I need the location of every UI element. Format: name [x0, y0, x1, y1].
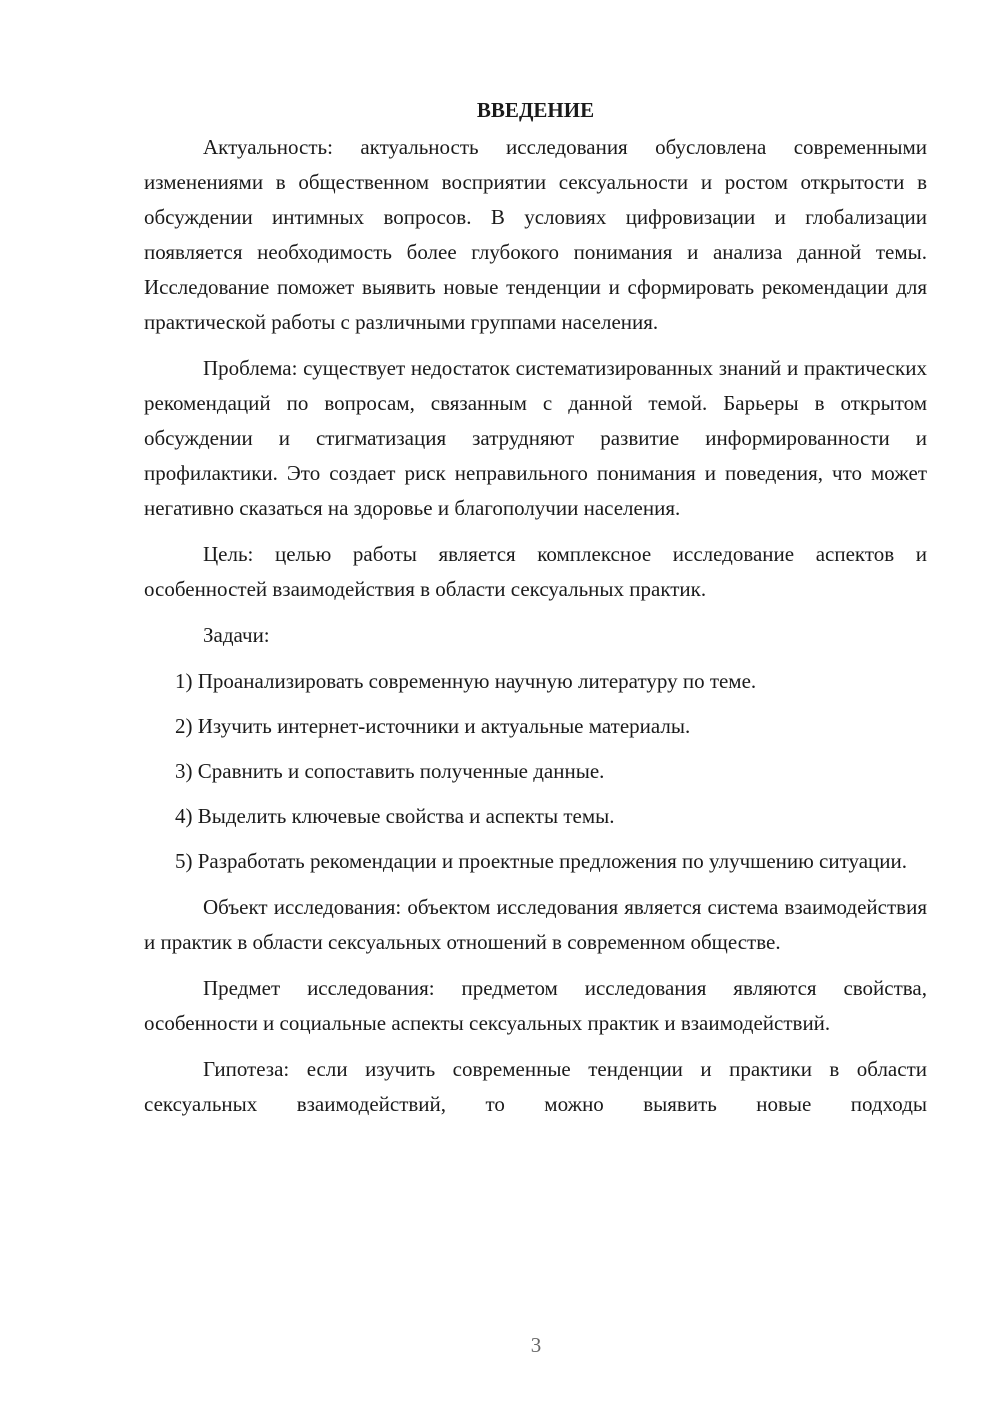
task-item: 2) Изучить интернет-источники и актуальные материалы.: [175, 714, 691, 738]
hypothesis-paragraph: Гипотеза: если изучить современные тенденции и практики в области сексуальных взаимодействий, то можно выявить новые подходы: [144, 1057, 927, 1116]
tasks-label: Задачи:: [203, 623, 270, 647]
task-item: 4) Выделить ключевые свойства и аспекты темы.: [175, 804, 615, 828]
problem-paragraph: Проблема: существует недостаток систематизированных знаний и практических рекомендаций по вопросам, связанным с данной темой. Барьеры в открытом обсуждении и стигматизация затрудняют развитие информированности и профилактики. Это создает риск неправильного понимания и поведения, что может негативно сказаться на здоровье и благополучии населения.: [144, 356, 927, 520]
subject-paragraph: Предмет исследования: предметом исследования являются свойства, особенности и социальные аспекты сексуальных практик и взаимодействий.: [144, 976, 927, 1035]
relevance-paragraph: Актуальность: актуальность исследования обусловлена современными изменениями в общественном восприятии сексуальности и ростом открытости в обсуждении интимных вопросов. В условиях цифровизации и глобализации появляется необходимость более глубокого понимания и анализа данной темы. Исследование поможет выявить новые тенденции и сформировать рекомендации для практической работы с различными группами населения.: [144, 135, 927, 334]
task-item: 1) Проанализировать современную научную литературу по теме.: [175, 669, 757, 693]
page-number: 3: [530, 1333, 542, 1357]
goal-paragraph: Цель: целью работы является комплексное исследование аспектов и особенностей взаимодействия в области сексуальных практик.: [144, 542, 927, 601]
object-paragraph: Объект исследования: объектом исследования является система взаимодействия и практик в области сексуальных отношений в современном обществе.: [144, 895, 927, 954]
task-item: 5) Разработать рекомендации и проектные предложения по улучшению ситуации.: [175, 849, 908, 873]
task-item: 3) Сравнить и сопоставить полученные данные.: [175, 759, 605, 783]
document-page: [144, 90, 927, 1133]
section-title: ВВЕДЕНИЕ: [476, 98, 595, 122]
